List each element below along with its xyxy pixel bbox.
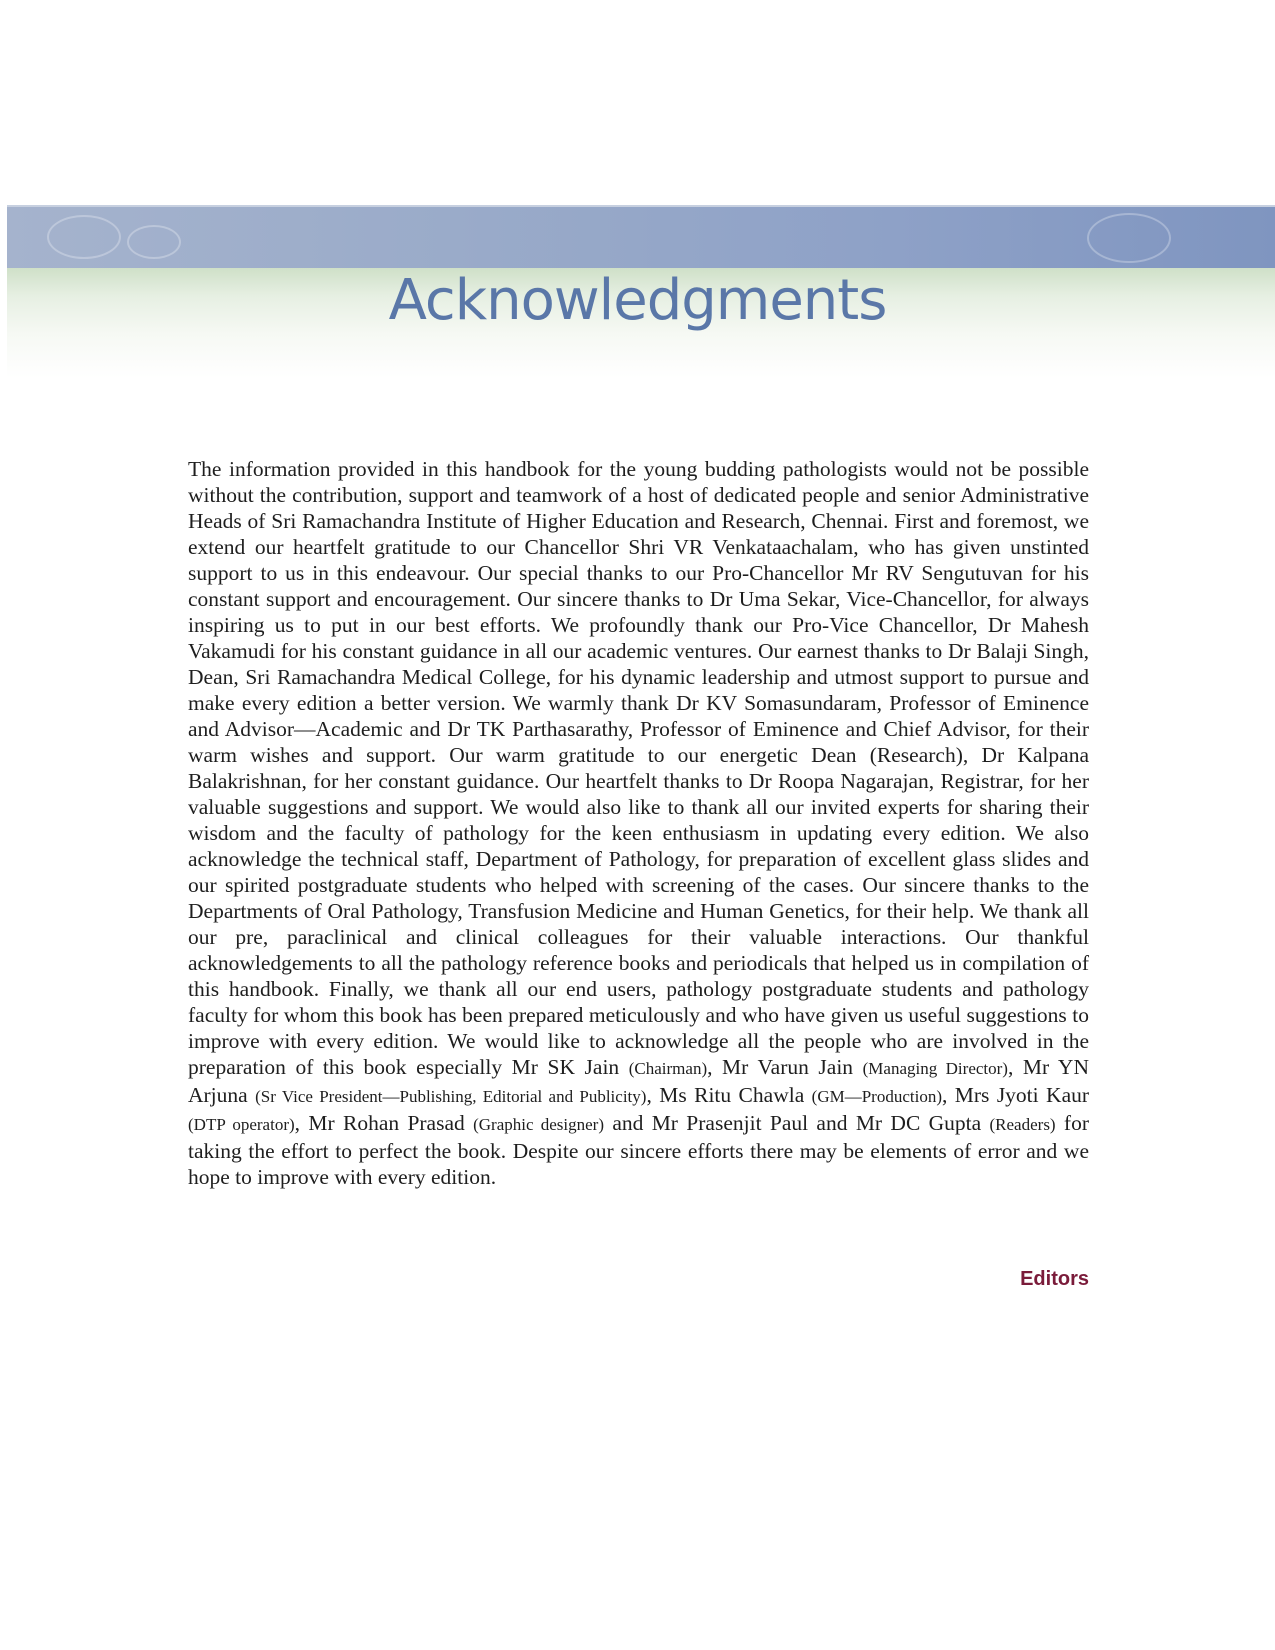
role-label: (Sr Vice President—Publishing, Editorial and Publicity) (255, 1087, 647, 1106)
body-text-segment: The information provided in this handbook for the young budding pathologists would not be possible without the contribution, support and teamwork of a host of dedicated people and senior Administrative Heads of Sri Ramachandra Institute of Higher Education and Research, Chennai. First and foremost, we extend our heartfelt gratitude to our Chancellor Shri VR Venkataachalam, who has given unstinted support to us in this endeavour. Our special thanks to our Pro-Chancellor Mr RV Sengutuvan for his constant support and encouragement. Our sincere thanks to Dr Uma Sekar, Vice-Chancellor, for always inspiring us to put in our best efforts. We profoundly thank our Pro-Vice Chancellor, Dr Mahesh Vakamudi for his constant guidance in all our academic ventures. Our earnest thanks to Dr Balaji Singh, Dean, Sri Ramachandra Medical College, for his dynamic leadership and utmost support to pursue and make every edition a better version. We warmly thank Dr KV Somasundaram, Professor of Eminence and Advisor—Academic and Dr TK Parthasarathy, Professor of Eminence and Chief Advisor, for their warm wishes and support. Our warm gratitude to our energetic Dean (Research), Dr Kalpana Balakrishnan, for her constant guidance. Our heartfelt thanks to Dr Roopa Nagarajan, Registrar, for her valuable suggestions and support. We would also like to thank all our invited experts for sharing their wisdom and the faculty of pathology for the keen enthusiasm in updating every edition. We also acknowledge the technical staff, Department of Pathology, for preparation of excellent glass slides and our spirited postgraduate students who helped with screening of the cases. Our sincere thanks to the Departments of Oral Pathology, Transfusion Medicine and Human Genetics, for their help. We thank all our pre, paraclinical and clinical colleagues for their valuable interactions. Our thankful acknowledgements to all the pathology reference books and periodicals that helped us in compilation of this handbook. Finally, we thank all our end users, pathology postgraduate students and pathology faculty for whom this book has been prepared meticulously and who have given us useful suggestions to improve with every edition. We would like to acknowledge all the people who are involved in the preparation of this book especially Mr SK Jain (188, 457, 1089, 1079)
body-text-segment: , Mr YN Arjuna (188, 1055, 1089, 1107)
role-label: (Readers) (989, 1115, 1056, 1134)
body-text-segment: , Mr Varun Jain (707, 1055, 863, 1079)
body-text-segment: , Ms Ritu Chawla (646, 1083, 812, 1107)
role-label: (Chairman) (628, 1059, 708, 1078)
body-text-segment: and Mr Prasenjit Paul and Mr DC Gupta (603, 1111, 990, 1135)
header-banner (7, 205, 1275, 270)
role-label: (GM—Production) (811, 1087, 942, 1106)
signature: Editors (1020, 1268, 1089, 1290)
banner-decoration (127, 225, 181, 259)
role-label: (DTP operator) (188, 1115, 295, 1134)
page-title: Acknowledgments (388, 268, 887, 333)
banner-decoration (1087, 213, 1171, 263)
body-text-segment: , Mrs Jyoti Kaur (941, 1083, 1090, 1107)
banner-decoration (47, 215, 121, 259)
role-label: (Managing Director) (862, 1059, 1008, 1078)
role-label: (Graphic designer) (473, 1115, 604, 1134)
acknowledgment-paragraph (188, 456, 1089, 1190)
body-text-segment: for taking the effort to perfect the book. Despite our sincere efforts there may be elements of error and we hope to improve with every edition. (188, 1111, 1089, 1189)
body-text-segment: , Mr Rohan Prasad (294, 1111, 474, 1135)
